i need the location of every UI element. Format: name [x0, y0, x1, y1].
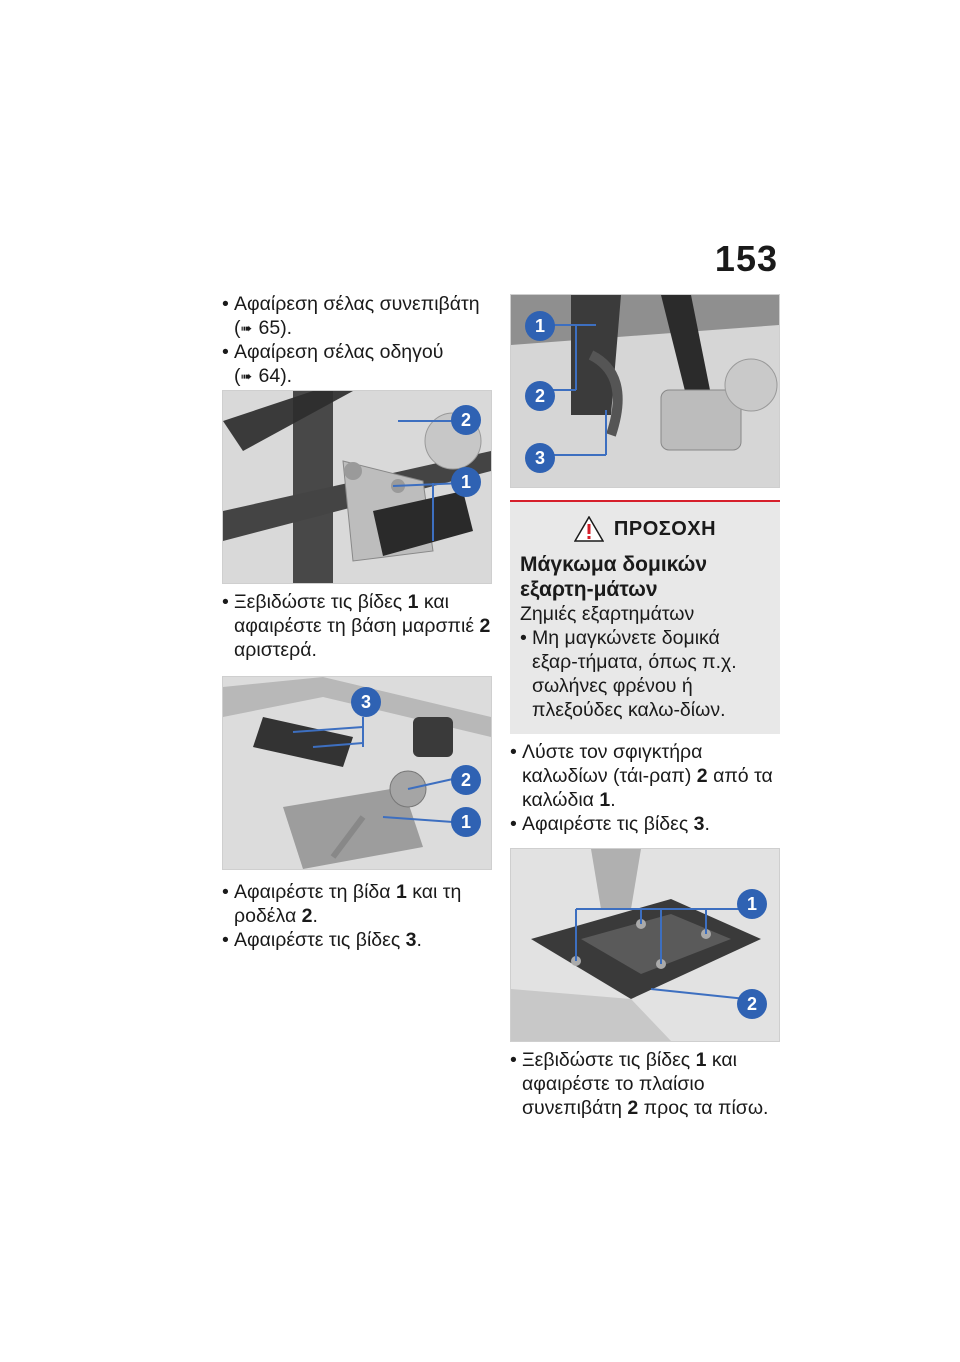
callout-badge: 3 [351, 687, 381, 717]
list-item: • Αφαιρέστε τη βίδα 1 και τη ροδέλα 2. [222, 880, 492, 928]
warning-triangle-icon [574, 516, 604, 542]
right-column [510, 294, 780, 1120]
list-item: • Ξεβιδώστε τις βίδες 1 και αφαιρέστε το πλαίσιο συνεπιβάτη 2 προς τα πίσω. [510, 1048, 780, 1120]
callout-badge: 1 [737, 889, 767, 919]
caution-box [510, 500, 780, 734]
callout-badge: 3 [525, 443, 555, 473]
callout-badge: 2 [451, 405, 481, 435]
caution-bullet: • Μη μαγκώνετε δομικά εξαρ-τήματα, όπως π.χ. σωλήνες φρένου ή πλεξούδες καλω-δίων. [520, 626, 770, 722]
list-item: • Αφαίρεση σέλας συνεπιβάτη (➠ 65). [222, 292, 492, 340]
callout-badge: 2 [737, 989, 767, 1019]
figure-screw-washer [222, 676, 492, 870]
page-reference-arrow-icon: ➠ [240, 320, 253, 336]
caution-subtitle: Μάγκωμα δομικών εξαρτη-μάτων [520, 553, 708, 601]
page-number: 153 [714, 238, 778, 279]
caution-text: Ζημιές εξαρτημάτων [520, 603, 695, 625]
callout-badge: 2 [451, 765, 481, 795]
callout-badge: 2 [525, 381, 555, 411]
list-item: • Ξεβιδώστε τις βίδες 1 και αφαιρέστε τη βάση μαρσπιέ 2 αριστερά. [222, 590, 492, 662]
left-column [222, 292, 492, 952]
page-reference-arrow-icon: ➠ [240, 368, 253, 384]
callout-badge: 1 [525, 311, 555, 341]
callout-badge: 1 [451, 807, 481, 837]
figure-cable-tie [510, 294, 780, 488]
list-item: • Αφαίρεση σέλας οδηγού (➠ 64). [222, 340, 492, 388]
figure-footrest-bracket [222, 390, 492, 584]
list-item: • Αφαιρέστε τις βίδες 3. [222, 928, 492, 952]
caution-title: ΠΡΟΣΟΧΗ [613, 517, 717, 540]
caution-header [520, 516, 770, 542]
list-item: • Αφαιρέστε τις βίδες 3. [510, 812, 780, 836]
figure-passenger-frame [510, 848, 780, 1042]
callout-badge: 1 [451, 467, 481, 497]
list-item: • Λύστε τον σφιγκτήρα καλωδίων (τάι-ραπ) 2 από τα καλώδια 1. [510, 740, 780, 812]
